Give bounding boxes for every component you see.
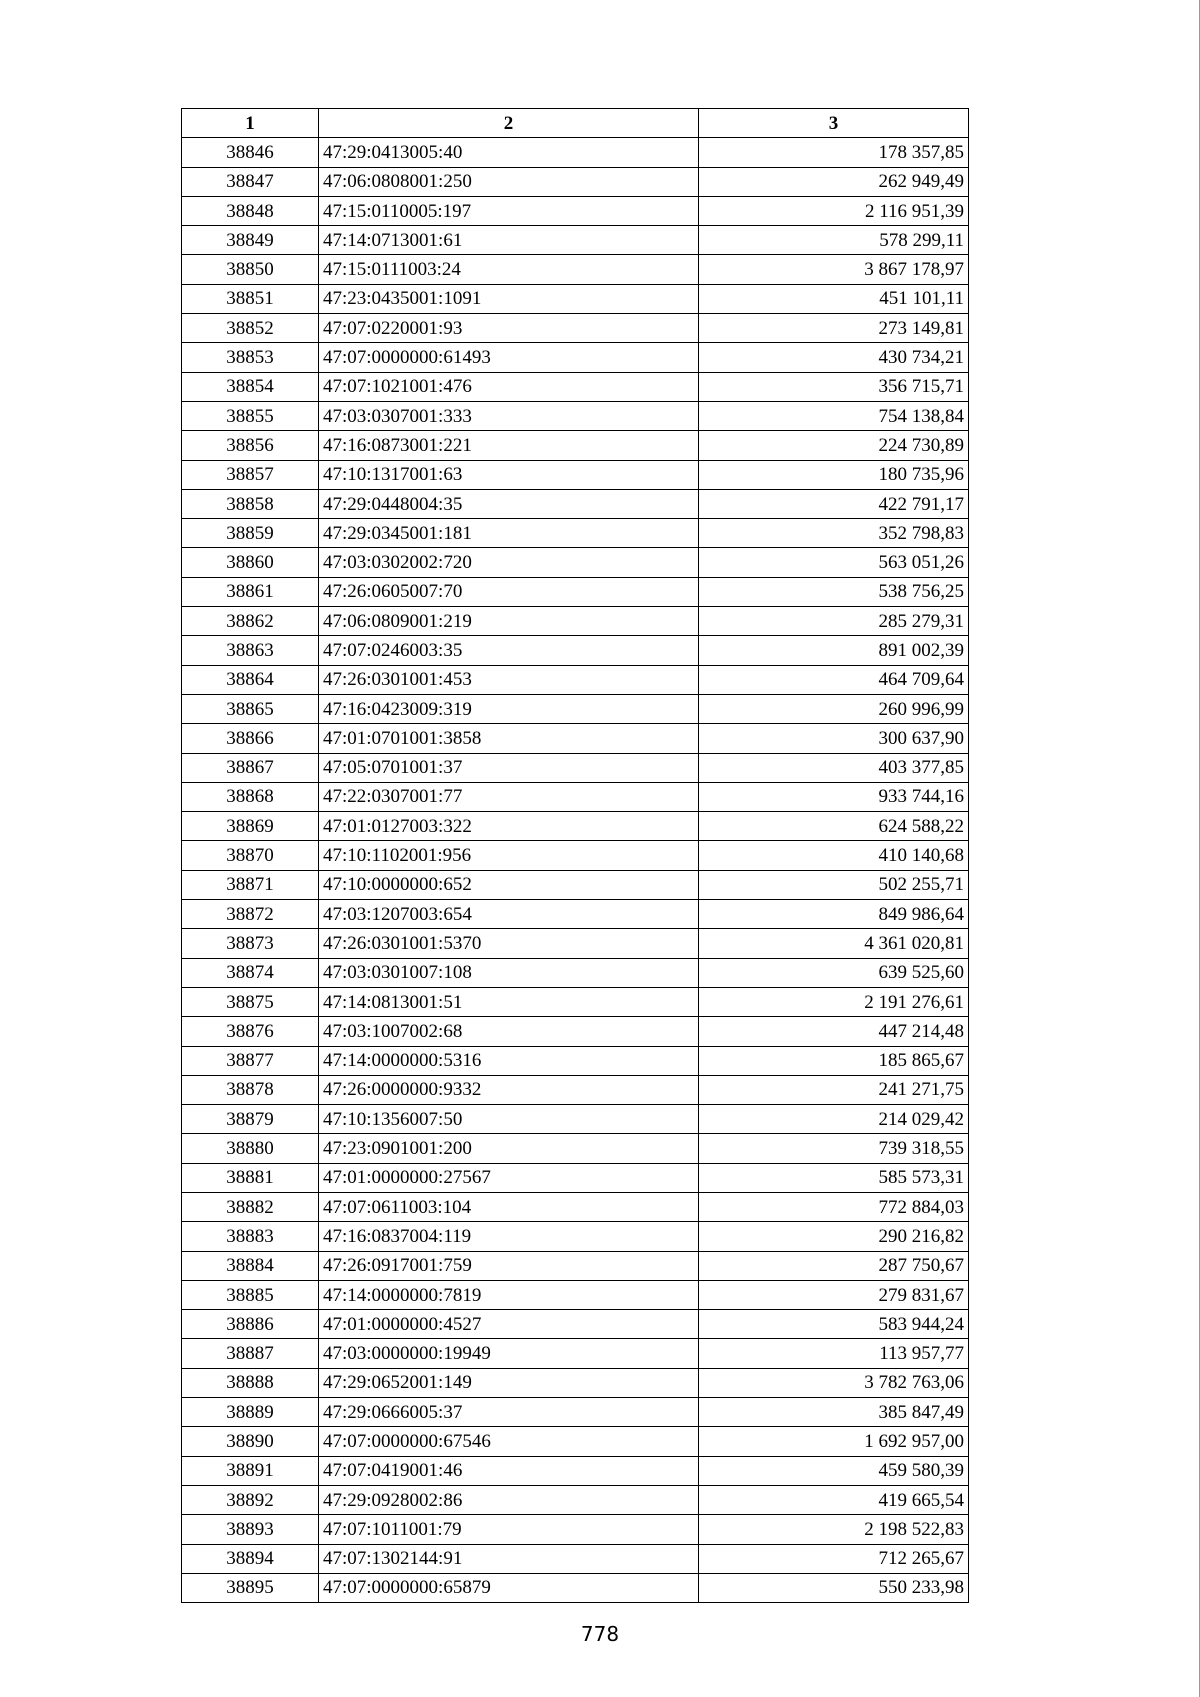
cadastral-value-cell: 410 140,68 (699, 841, 969, 870)
cadastral-number-cell: 47:03:0301007:108 (319, 958, 699, 987)
table-row (182, 1456, 969, 1485)
row-number-cell: 38875 (182, 987, 319, 1016)
table-row (182, 782, 969, 811)
cadastral-value-cell: 772 884,03 (699, 1192, 969, 1221)
cadastral-value-cell: 538 756,25 (699, 577, 969, 606)
cadastral-number-cell: 47:14:0813001:51 (319, 987, 699, 1016)
table-row (182, 1515, 969, 1544)
cadastral-number-cell: 47:07:0246003:35 (319, 636, 699, 665)
row-number-cell: 38885 (182, 1280, 319, 1309)
cadastral-number-cell: 47:07:0000000:61493 (319, 343, 699, 372)
cadastral-number-cell: 47:07:1302144:91 (319, 1544, 699, 1573)
row-number-cell: 38859 (182, 519, 319, 548)
cadastral-value-cell: 639 525,60 (699, 958, 969, 987)
table-row (182, 1485, 969, 1514)
table-row (182, 460, 969, 489)
table-row (182, 255, 969, 284)
row-number-cell: 38871 (182, 870, 319, 899)
row-number-cell: 38881 (182, 1163, 319, 1192)
row-number-cell: 38876 (182, 1017, 319, 1046)
cadastral-number-cell: 47:03:0302002:720 (319, 548, 699, 577)
row-number-cell: 38880 (182, 1134, 319, 1163)
row-number-cell: 38853 (182, 343, 319, 372)
cadastral-value-cell: 352 798,83 (699, 519, 969, 548)
table-row (182, 1339, 969, 1368)
table-row (182, 841, 969, 870)
cadastral-value-cell: 385 847,49 (699, 1398, 969, 1427)
row-number-cell: 38872 (182, 900, 319, 929)
cadastral-number-cell: 47:29:0345001:181 (319, 519, 699, 548)
row-number-cell: 38868 (182, 782, 319, 811)
column-header-1: 1 (182, 109, 319, 138)
table-row (182, 196, 969, 225)
cadastral-value-cell: 403 377,85 (699, 753, 969, 782)
cadastral-value-cell: 262 949,49 (699, 167, 969, 196)
table-row (182, 577, 969, 606)
row-number-cell: 38886 (182, 1310, 319, 1339)
cadastral-value-cell: 180 735,96 (699, 460, 969, 489)
page-number: 778 (580, 1622, 620, 1646)
table-row (182, 987, 969, 1016)
cadastral-value-cell: 285 279,31 (699, 607, 969, 636)
cadastral-number-cell: 47:05:0701001:37 (319, 753, 699, 782)
table-row (182, 1046, 969, 1075)
table-row (182, 1398, 969, 1427)
cadastral-value-cell: 241 271,75 (699, 1075, 969, 1104)
cadastral-number-cell: 47:07:0220001:93 (319, 314, 699, 343)
cadastral-value-cell: 933 744,16 (699, 782, 969, 811)
table-row (182, 900, 969, 929)
row-number-cell: 38890 (182, 1427, 319, 1456)
row-number-cell: 38846 (182, 138, 319, 167)
table-row (182, 226, 969, 255)
cadastral-number-cell: 47:29:0928002:86 (319, 1485, 699, 1514)
cadastral-value-cell: 502 255,71 (699, 870, 969, 899)
cadastral-value-cell: 2 191 276,61 (699, 987, 969, 1016)
cadastral-number-cell: 47:16:0837004:119 (319, 1222, 699, 1251)
cadastral-number-cell: 47:16:0423009:319 (319, 694, 699, 723)
cadastral-number-cell: 47:14:0000000:7819 (319, 1280, 699, 1309)
table-row (182, 1134, 969, 1163)
cadastral-number-cell: 47:26:0605007:70 (319, 577, 699, 606)
table-row (182, 519, 969, 548)
table-row (182, 1163, 969, 1192)
table-row (182, 1544, 969, 1573)
cadastral-number-cell: 47:07:0000000:67546 (319, 1427, 699, 1456)
table-row (182, 1075, 969, 1104)
cadastral-number-cell: 47:22:0307001:77 (319, 782, 699, 811)
table-row (182, 636, 969, 665)
table-row (182, 1573, 969, 1602)
table-row (182, 958, 969, 987)
cadastral-number-cell: 47:14:0000000:5316 (319, 1046, 699, 1075)
row-number-cell: 38893 (182, 1515, 319, 1544)
cadastral-value-cell: 563 051,26 (699, 548, 969, 577)
row-number-cell: 38857 (182, 460, 319, 489)
row-number-cell: 38858 (182, 489, 319, 518)
row-number-cell: 38849 (182, 226, 319, 255)
row-number-cell: 38867 (182, 753, 319, 782)
cadastral-value-cell: 459 580,39 (699, 1456, 969, 1485)
cadastral-number-cell: 47:29:0448004:35 (319, 489, 699, 518)
cadastral-number-cell: 47:29:0652001:149 (319, 1368, 699, 1397)
cadastral-number-cell: 47:07:0611003:104 (319, 1192, 699, 1221)
cadastral-number-cell: 47:15:0110005:197 (319, 196, 699, 225)
cadastral-number-cell: 47:14:0713001:61 (319, 226, 699, 255)
cadastral-number-cell: 47:23:0901001:200 (319, 1134, 699, 1163)
row-number-cell: 38882 (182, 1192, 319, 1221)
table-row (182, 1105, 969, 1134)
cadastral-number-cell: 47:01:0000000:27567 (319, 1163, 699, 1192)
cadastral-number-cell: 47:07:0000000:65879 (319, 1573, 699, 1602)
row-number-cell: 38889 (182, 1398, 319, 1427)
cadastral-value-cell: 2 116 951,39 (699, 196, 969, 225)
row-number-cell: 38855 (182, 401, 319, 430)
row-number-cell: 38862 (182, 607, 319, 636)
row-number-cell: 38894 (182, 1544, 319, 1573)
table-row (182, 1251, 969, 1280)
cadastral-value-cell: 1 692 957,00 (699, 1427, 969, 1456)
table-header (182, 109, 969, 138)
cadastral-value-cell: 3 782 763,06 (699, 1368, 969, 1397)
table-body (182, 138, 969, 1603)
row-number-cell: 38877 (182, 1046, 319, 1075)
cadastral-value-cell: 273 149,81 (699, 314, 969, 343)
table-row (182, 694, 969, 723)
cadastral-value-cell: 113 957,77 (699, 1339, 969, 1368)
row-number-cell: 38848 (182, 196, 319, 225)
cadastral-value-cell: 754 138,84 (699, 401, 969, 430)
cadastral-value-cell: 2 198 522,83 (699, 1515, 969, 1544)
cadastral-value-cell: 419 665,54 (699, 1485, 969, 1514)
row-number-cell: 38878 (182, 1075, 319, 1104)
table-row (182, 929, 969, 958)
cadastral-number-cell: 47:26:0301001:453 (319, 665, 699, 694)
cadastral-value-cell: 891 002,39 (699, 636, 969, 665)
row-number-cell: 38884 (182, 1251, 319, 1280)
cadastral-number-cell: 47:26:0000000:9332 (319, 1075, 699, 1104)
cadastral-number-cell: 47:07:1021001:476 (319, 372, 699, 401)
row-number-cell: 38854 (182, 372, 319, 401)
table-row (182, 665, 969, 694)
cadastral-value-cell: 214 029,42 (699, 1105, 969, 1134)
row-number-cell: 38847 (182, 167, 319, 196)
table-row (182, 314, 969, 343)
cadastral-number-cell: 47:03:1207003:654 (319, 900, 699, 929)
cadastral-number-cell: 47:26:0917001:759 (319, 1251, 699, 1280)
cadastral-value-cell: 290 216,82 (699, 1222, 969, 1251)
cadastral-number-cell: 47:01:0127003:322 (319, 812, 699, 841)
cadastral-value-cell: 849 986,64 (699, 900, 969, 929)
table-row (182, 1280, 969, 1309)
cadastral-value-cell: 422 791,17 (699, 489, 969, 518)
cadastral-value-cell: 464 709,64 (699, 665, 969, 694)
cadastral-number-cell: 47:01:0701001:3858 (319, 724, 699, 753)
row-number-cell: 38892 (182, 1485, 319, 1514)
table-row (182, 401, 969, 430)
cadastral-number-cell: 47:10:1102001:956 (319, 841, 699, 870)
cadastral-value-cell: 224 730,89 (699, 431, 969, 460)
cadastral-number-cell: 47:26:0301001:5370 (319, 929, 699, 958)
cadastral-value-cell: 185 865,67 (699, 1046, 969, 1075)
cadastral-number-cell: 47:01:0000000:4527 (319, 1310, 699, 1339)
table-row (182, 284, 969, 313)
table-row (182, 1222, 969, 1251)
table-row (182, 1017, 969, 1046)
table-row (182, 138, 969, 167)
table-row (182, 1427, 969, 1456)
cadastral-value-cell: 451 101,11 (699, 284, 969, 313)
table-row (182, 1192, 969, 1221)
row-number-cell: 38873 (182, 929, 319, 958)
table-row (182, 431, 969, 460)
cadastral-value-cell: 178 357,85 (699, 138, 969, 167)
table-row (182, 167, 969, 196)
cadastral-value-cell: 583 944,24 (699, 1310, 969, 1339)
cadastral-value-cell: 624 588,22 (699, 812, 969, 841)
cadastral-number-cell: 47:10:1356007:50 (319, 1105, 699, 1134)
row-number-cell: 38851 (182, 284, 319, 313)
row-number-cell: 38865 (182, 694, 319, 723)
cadastral-number-cell: 47:03:1007002:68 (319, 1017, 699, 1046)
table-row (182, 372, 969, 401)
cadastral-number-cell: 47:10:1317001:63 (319, 460, 699, 489)
cadastral-value-cell: 287 750,67 (699, 1251, 969, 1280)
cadastral-number-cell: 47:15:0111003:24 (319, 255, 699, 284)
cadastral-number-cell: 47:16:0873001:221 (319, 431, 699, 460)
row-number-cell: 38852 (182, 314, 319, 343)
cadastral-value-cell: 430 734,21 (699, 343, 969, 372)
column-header-3: 3 (699, 109, 969, 138)
cadastral-number-cell: 47:06:0809001:219 (319, 607, 699, 636)
cadastral-value-cell: 260 996,99 (699, 694, 969, 723)
cadastral-number-cell: 47:07:0419001:46 (319, 1456, 699, 1485)
cadastral-value-cell: 4 361 020,81 (699, 929, 969, 958)
cadastral-value-table (181, 108, 969, 1603)
cadastral-number-cell: 47:29:0666005:37 (319, 1398, 699, 1427)
table-row (182, 724, 969, 753)
row-number-cell: 38891 (182, 1456, 319, 1485)
row-number-cell: 38883 (182, 1222, 319, 1251)
cadastral-number-cell: 47:29:0413005:40 (319, 138, 699, 167)
table-row (182, 607, 969, 636)
cadastral-value-cell: 279 831,67 (699, 1280, 969, 1309)
table-row (182, 753, 969, 782)
row-number-cell: 38856 (182, 431, 319, 460)
row-number-cell: 38870 (182, 841, 319, 870)
cadastral-number-cell: 47:03:0000000:19949 (319, 1339, 699, 1368)
cadastral-value-cell: 447 214,48 (699, 1017, 969, 1046)
row-number-cell: 38879 (182, 1105, 319, 1134)
row-number-cell: 38888 (182, 1368, 319, 1397)
cadastral-value-cell: 3 867 178,97 (699, 255, 969, 284)
table-row (182, 812, 969, 841)
cadastral-number-cell: 47:06:0808001:250 (319, 167, 699, 196)
cadastral-value-cell: 585 573,31 (699, 1163, 969, 1192)
cadastral-value-cell: 300 637,90 (699, 724, 969, 753)
cadastral-number-cell: 47:23:0435001:1091 (319, 284, 699, 313)
row-number-cell: 38874 (182, 958, 319, 987)
cadastral-value-cell: 578 299,11 (699, 226, 969, 255)
cadastral-value-cell: 356 715,71 (699, 372, 969, 401)
header-row (182, 109, 969, 138)
row-number-cell: 38860 (182, 548, 319, 577)
table-row (182, 870, 969, 899)
table-row (182, 1368, 969, 1397)
row-number-cell: 38850 (182, 255, 319, 284)
table-row (182, 1310, 969, 1339)
table-row (182, 489, 969, 518)
cadastral-number-cell: 47:03:0307001:333 (319, 401, 699, 430)
cadastral-number-cell: 47:10:0000000:652 (319, 870, 699, 899)
table-row (182, 343, 969, 372)
column-header-2: 2 (319, 109, 699, 138)
table-row (182, 548, 969, 577)
cadastral-number-cell: 47:07:1011001:79 (319, 1515, 699, 1544)
cadastral-value-cell: 739 318,55 (699, 1134, 969, 1163)
row-number-cell: 38863 (182, 636, 319, 665)
row-number-cell: 38869 (182, 812, 319, 841)
cadastral-value-cell: 550 233,98 (699, 1573, 969, 1602)
row-number-cell: 38861 (182, 577, 319, 606)
row-number-cell: 38887 (182, 1339, 319, 1368)
cadastral-value-cell: 712 265,67 (699, 1544, 969, 1573)
row-number-cell: 38895 (182, 1573, 319, 1602)
row-number-cell: 38866 (182, 724, 319, 753)
row-number-cell: 38864 (182, 665, 319, 694)
